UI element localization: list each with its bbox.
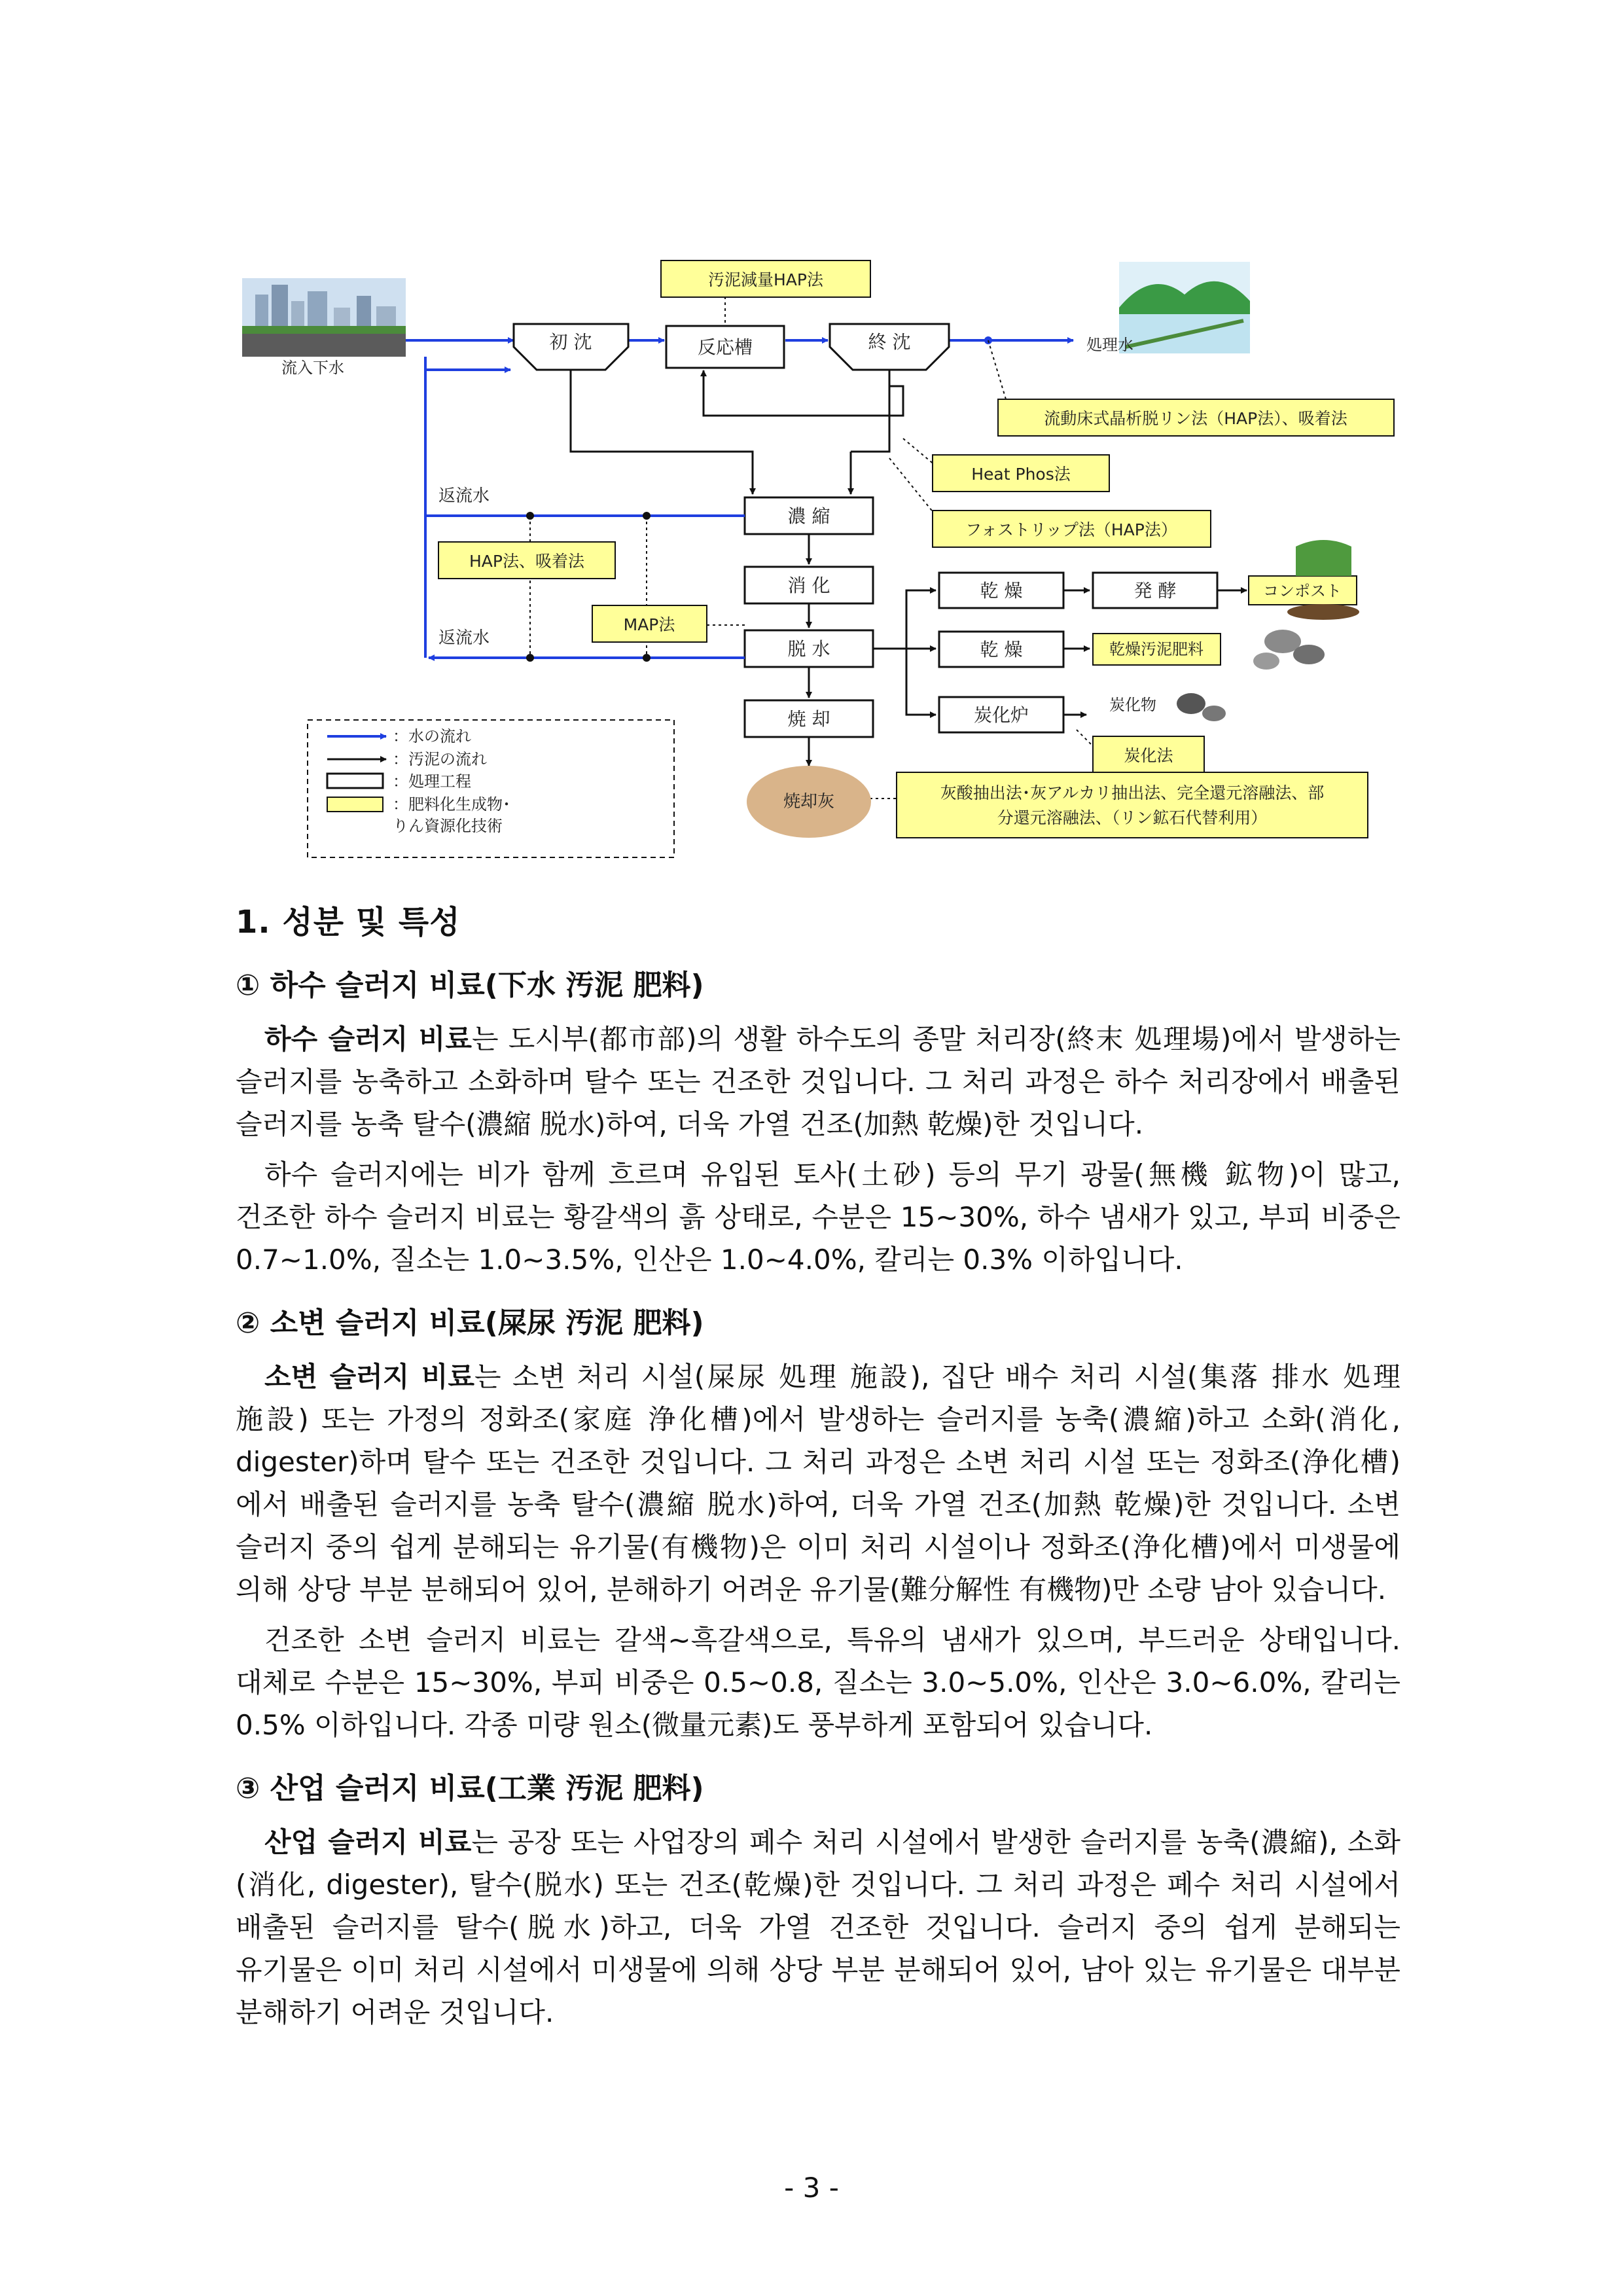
sludge-process-diagram	[236, 249, 1400, 870]
svg-text:りん資源化技術: りん資源化技術	[393, 817, 503, 835]
tech-map	[592, 605, 707, 642]
svg-text:フォストリップ法（HAP法）: フォストリップ法（HAP法）	[965, 520, 1177, 539]
final-settling-box	[830, 324, 949, 370]
svg-text:灰酸抽出法･灰アルカリ抽出法、完全還元溶融法、部: 灰酸抽出法･灰アルカリ抽出法、完全還元溶融法、部	[940, 783, 1325, 802]
incinerate-box	[745, 700, 873, 737]
paragraph-sewage-1: 하수 슬러지 비료는 도시부(都市部)의 생활 하수도의 종말 처리장(終末 処理場)에서 발생하는 슬러지를 농축하고 소화하며 탈수 또는 건조한 것입니다. 그 처리 과정은 하수 처리장에서 배출된 슬러지를 농축 탈수(濃縮 脱水)하여, 더욱 가열 건조(加熱 乾燥)한 것입니다.	[236, 1023, 1400, 1140]
svg-text:コンポスト: コンポスト	[1263, 582, 1342, 600]
digest-box	[745, 567, 873, 603]
diagram-legend	[308, 720, 674, 857]
svg-text:炭化法: 炭化法	[1124, 746, 1173, 765]
svg-text:脱 水: 脱 水	[787, 638, 830, 660]
svg-text:Heat Phos法: Heat Phos法	[971, 465, 1071, 484]
page-number: - 3 -	[784, 2172, 839, 2204]
dry1-box	[939, 573, 1063, 608]
ferment-box	[1093, 573, 1217, 608]
section-title-nightsoil: ② 소변 슬러지 비료(屎尿 汚泥 肥料)	[236, 1306, 704, 1340]
tech-ash	[897, 772, 1368, 838]
reactor-box	[666, 326, 784, 368]
svg-text:：水の流れ: ：水の流れ	[393, 727, 471, 745]
treated-water-label: 処理水	[1086, 336, 1133, 354]
svg-text:焼却灰: 焼却灰	[783, 792, 835, 812]
tech-phostrip	[933, 511, 1211, 547]
svg-text:汚泥減量HAP法: 汚泥減量HAP法	[708, 270, 823, 289]
svg-text:消 化: 消 化	[787, 575, 830, 596]
svg-text:炭化物: 炭化物	[1109, 696, 1156, 714]
dry2-box	[939, 632, 1063, 667]
paragraph-nightsoil-2: 건조한 소변 슬러지 비료는 갈색~흑갈색으로, 특유의 냄새가 있으며, 부드러운 상태입니다. 대체로 수분은 15~30%, 부피 비중은 0.5~0.8, 질소는 3.0~5.0%, 인산은 3.0~6.0%, 칼리는 0.5% 이하입니다. 각종 미량 원소(微量元素)도 풍부하게 포함되어 있습니다.	[236, 1624, 1400, 1741]
inflow-label: 流入下水	[281, 359, 344, 377]
paddy-field-icon	[1119, 262, 1250, 353]
svg-text:炭化炉: 炭化炉	[973, 704, 1029, 726]
svg-text:初 沈: 初 沈	[549, 331, 592, 353]
svg-text:反応槽: 反応槽	[697, 336, 753, 358]
return-water-label-1: 返流水	[438, 486, 490, 506]
svg-text:乾 燥: 乾 燥	[980, 639, 1023, 660]
svg-text:：汚泥の流れ: ：汚泥の流れ	[393, 750, 487, 768]
section-title-industrial: ③ 산업 슬러지 비료(工業 汚泥 肥料)	[236, 1772, 704, 1805]
svg-text:焼 却: 焼 却	[787, 708, 830, 730]
svg-text:：肥料化生成物･: ：肥料化生成物･	[393, 795, 510, 814]
paragraph-industrial-1: 산업 슬러지 비료는 공장 또는 사업장의 폐수 처리 시설에서 발생한 슬러지를 농축(濃縮), 소화(消化, digester), 탈수(脱水) 또는 건조(乾燥)한 것입니다. 그 처리 과정은 폐수 처리 시설에서 배출된 슬러지를 탈수(脱水)하고, 더욱 가열 건조한 것입니다. 슬러지 중의 쉽게 분해되는 유기물은 이미 처리 시설에서 미생물에 의해 상당 부분 분해되어 있어, 남아 있는 유기물은 대부분 분해하기 어려운 것입니다.	[236, 1826, 1400, 2028]
svg-text:流動床式晶析脱リン法（HAP法）、吸着法: 流動床式晶析脱リン法（HAP法）、吸着法	[1044, 409, 1347, 428]
svg-text:MAP法: MAP法	[623, 615, 675, 634]
tech-carbonize	[1093, 736, 1204, 773]
charcoal-product	[1109, 693, 1226, 721]
primary-settling-box	[514, 324, 628, 370]
section-title-sewage: ① 하수 슬러지 비료(下水 汚泥 肥料)	[236, 969, 704, 1002]
svg-text:乾燥汚泥肥料: 乾燥汚泥肥料	[1109, 640, 1204, 658]
svg-text:分還元溶融法、（リン鉱石代替利用）: 分還元溶融法、（リン鉱石代替利用）	[997, 808, 1268, 827]
city-icon	[242, 278, 406, 357]
tech-hap-adsorb	[438, 542, 615, 579]
section-heading: 1. 성분 및 특성	[236, 904, 461, 941]
svg-text:終 沈: 終 沈	[868, 331, 911, 353]
ash-product	[747, 766, 871, 838]
tech-hap-reduction	[661, 260, 870, 297]
carbonizer-box	[939, 697, 1063, 732]
svg-text:濃 縮: 濃 縮	[787, 505, 830, 527]
return-water-label-2: 返流水	[438, 628, 490, 648]
paragraph-nightsoil-1: 소변 슬러지 비료는 소변 처리 시설(屎尿 処理 施設), 집단 배수 처리 시설(集落 排水 処理 施設) 또는 가정의 정화조(家庭 浄化槽)에서 발생하는 슬러지를 농축(濃縮)하고 소화(消化, digester)하며 탈수 또는 건조한 것입니다. 그 처리 과정은 소변 처리 시설 또는 정화조(浄化槽)에서 배출된 슬러지를 농축 탈수(濃縮 脱水)하여, 더욱 가열 건조(加熱 乾燥)한 것입니다. 소변 슬러지 중의 쉽게 분해되는 유기물(有機物)은 이미 처리 시설이나 정화조(浄化槽)에서 미생물에 의해 상당 부분 분해되어 있어, 분해하기 어려운 유기물(難分解性 有機物)만 소량 남아 있습니다.	[236, 1361, 1401, 1605]
tech-fluidized	[998, 399, 1394, 436]
dewater-box	[745, 630, 873, 667]
main-content	[236, 877, 1400, 2041]
thicken-box	[745, 497, 873, 534]
dried-fertilizer-product	[1093, 630, 1325, 670]
svg-text:乾 燥: 乾 燥	[980, 580, 1023, 601]
tech-heat-phos	[933, 455, 1109, 492]
compost-product	[1249, 540, 1359, 620]
svg-text:発 酵: 発 酵	[1133, 580, 1177, 601]
svg-text:HAP法、吸着法: HAP法、吸着法	[469, 552, 584, 571]
paragraph-sewage-2: 하수 슬러지에는 비가 함께 흐르며 유입된 토사(土砂) 등의 무기 광물(無機 鉱物)이 많고, 건조한 하수 슬러지 비료는 황갈색의 흙 상태로, 수분은 15~30%, 하수 냄새가 있고, 부피 비중은 0.7~1.0%, 질소는 1.0~3.5%, 인산은 1.0~4.0%, 칼리는 0.3% 이하입니다.	[236, 1158, 1400, 1276]
svg-text:：処理工程: ：処理工程	[393, 772, 471, 791]
